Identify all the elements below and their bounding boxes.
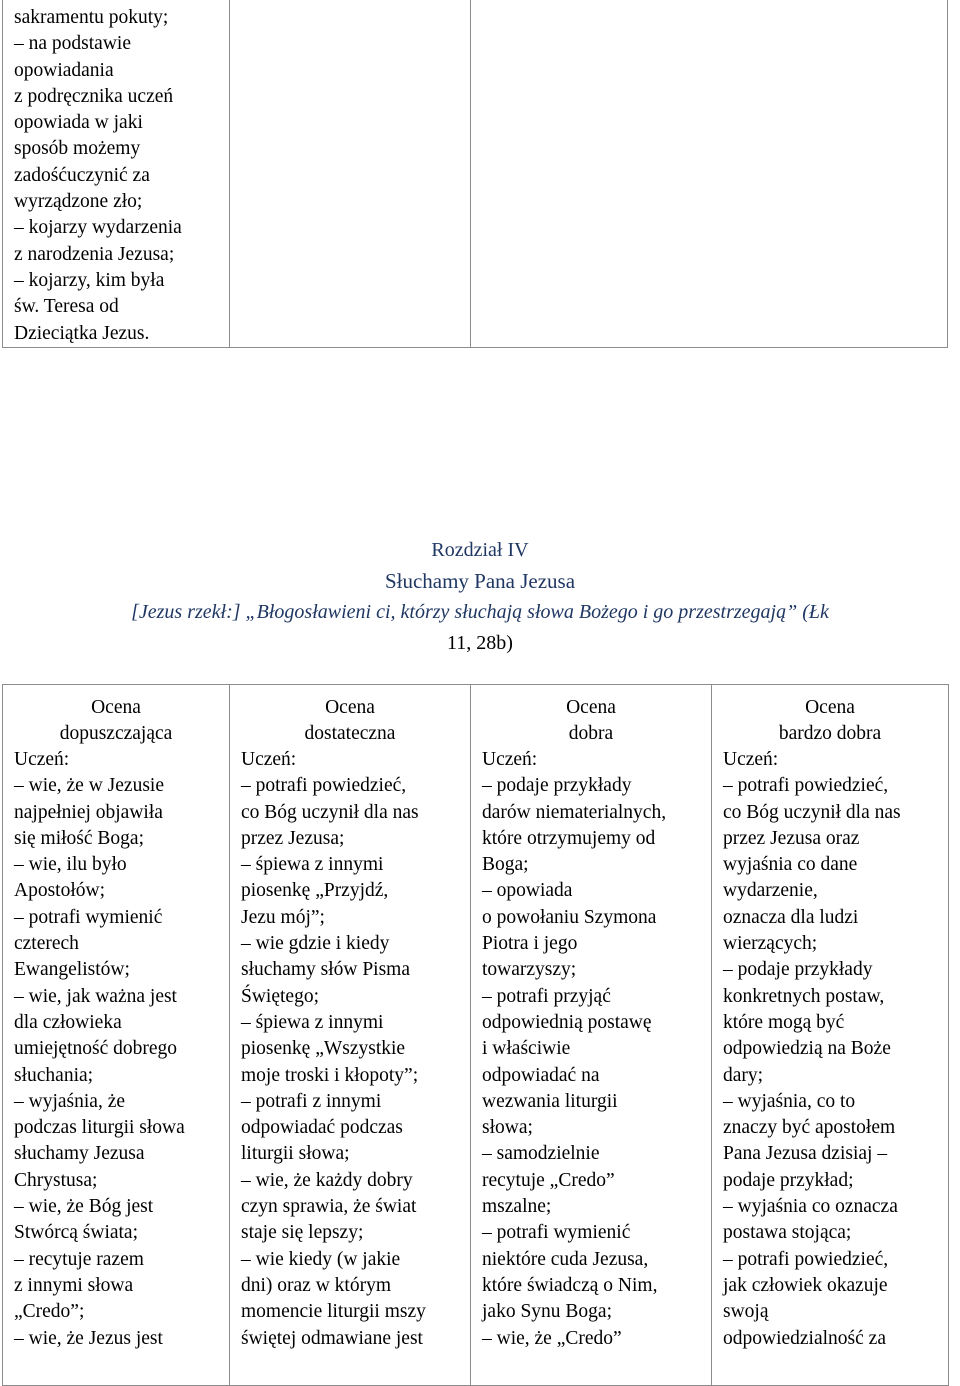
requirement-line: – potrafi z innymi (241, 1090, 382, 1112)
requirement-line: Uczeń: (14, 749, 70, 770)
grade-label: Ocena (566, 697, 616, 718)
chapter-quote-reference: 11, 28b) (447, 632, 513, 654)
requirement-line: wierzących; (723, 933, 818, 955)
grade-column-dopuszczajaca (3, 685, 230, 1386)
text-line: sposób możemy (14, 138, 141, 160)
text-line: – kojarzy wydarzenia (14, 217, 182, 239)
requirement-line: – samodzielnie (482, 1143, 600, 1165)
requirement-line: słowa; (482, 1117, 533, 1139)
text-line: z narodzenia Jezusa; (14, 243, 175, 265)
text-line: zadośćuczynić za (14, 164, 150, 186)
requirement-line: – wie, ilu było (14, 854, 127, 876)
grading-table (2, 684, 949, 1386)
requirement-line: podaje przykład; (723, 1169, 854, 1191)
text-line: Dzieciątka Jezus. (14, 322, 150, 344)
requirement-line: wydarzenie, (723, 880, 818, 902)
requirement-line: piosenkę „Przyjdź, (241, 880, 389, 902)
requirement-line: staje się lepszy; (241, 1222, 364, 1244)
requirement-line: odpowiedzią na Boże (723, 1038, 891, 1060)
requirement-line: niektóre cuda Jezusa, (482, 1248, 649, 1270)
requirement-line: – potrafi wymienić (482, 1222, 631, 1244)
text-line: św. Teresa od (14, 296, 119, 318)
requirement-line: umiejętność dobrego (14, 1038, 177, 1060)
chapter-title: Słuchamy Pana Jezusa (384, 569, 576, 593)
requirement-line: przez Jezusa oraz (723, 827, 860, 849)
top-continuation-table (2, 0, 948, 348)
requirement-line: jako Synu Boga; (482, 1301, 612, 1323)
requirement-line: darów niematerialnych, (482, 801, 667, 823)
requirement-line: – wyjaśnia, że (14, 1090, 126, 1112)
requirement-line: piosenkę „Wszystkie (241, 1038, 406, 1060)
text-line: sakramentu pokuty; (14, 7, 169, 28)
requirement-line: oznacza dla ludzi (723, 906, 859, 928)
requirement-line: – potrafi powiedzieć, (723, 775, 889, 797)
requirement-line: – wie, że każdy dobry (241, 1169, 413, 1191)
requirement-line: odpowiadać podczas (241, 1117, 403, 1139)
requirement-line: dla człowieka (14, 1011, 122, 1033)
text-line: – kojarzy, kim była (14, 269, 165, 291)
requirement-line: najpełniej objawiła (14, 801, 163, 823)
requirement-line: Chrystusa; (14, 1169, 98, 1191)
requirement-line: – opowiada (482, 880, 573, 902)
requirement-line: – śpiewa z innymi (241, 854, 384, 876)
requirement-line: i właściwie (482, 1038, 571, 1060)
requirement-line: odpowiadać na (482, 1064, 600, 1086)
grade-label: Ocena (91, 697, 141, 718)
requirement-line: Piotra i jego (482, 933, 578, 955)
requirement-line: świętej odmawiane jest (241, 1327, 423, 1349)
requirement-line: przez Jezusa; (241, 827, 345, 849)
grade-level: dopuszczająca (59, 723, 173, 744)
requirement-line: się miłość Boga; (14, 827, 144, 849)
requirement-line: czterech (14, 933, 79, 955)
requirement-line: – wie, jak ważna jest (14, 985, 177, 1007)
requirement-line: czyn sprawia, że świat (241, 1196, 417, 1218)
requirement-line: Świętego; (241, 985, 319, 1007)
requirement-line: które otrzymujemy od (482, 827, 656, 849)
requirement-line: swoją (723, 1301, 769, 1323)
requirement-line: – wie gdzie i kiedy (241, 933, 390, 955)
requirement-line: podczas liturgii słowa (14, 1117, 185, 1139)
grade-requirements (241, 747, 470, 1352)
requirement-line: słuchamy Jezusa (14, 1143, 145, 1165)
requirement-line: – wie, że „Credo” (482, 1327, 622, 1349)
requirement-line: Uczeń: (482, 749, 538, 770)
top-left-cell (3, 0, 230, 348)
requirement-line: – wie, że Bóg jest (14, 1196, 154, 1218)
requirement-line: mszalne; (482, 1196, 552, 1218)
text-line: – na podstawie (14, 33, 131, 55)
grade-column-dobra (471, 685, 712, 1386)
requirement-line: liturgii słowa; (241, 1143, 350, 1165)
requirement-line: odpowiednią postawę (482, 1011, 652, 1033)
text-line: opowiada w jaki (14, 112, 143, 134)
requirement-line: słuchamy słów Pisma (241, 959, 410, 981)
requirement-line: „Credo”; (14, 1301, 85, 1323)
requirement-line: – śpiewa z innymi (241, 1011, 384, 1033)
requirement-line: znaczy być apostołem (723, 1117, 896, 1139)
requirement-line: – wie, że w Jezusie (14, 775, 164, 797)
text-line: wyrządzone zło; (14, 191, 143, 213)
requirement-line: z innymi słowa (14, 1274, 134, 1296)
requirement-line: Ewangelistów; (14, 959, 130, 981)
requirement-line: Jezu mój”; (241, 906, 325, 928)
chapter-quote (0, 597, 960, 628)
requirement-line: jak człowiek okazuje (723, 1274, 888, 1296)
grade-header (712, 685, 948, 747)
requirement-line: momencie liturgii mszy (241, 1301, 426, 1323)
requirement-line: postawa stojąca; (723, 1222, 852, 1244)
requirement-line: – wyjaśnia, co to (723, 1090, 856, 1112)
chapter-quote-line1: [Jezus rzekł:] „Błogosławieni ci, którzy słuchają słowa Bożego i go przestrzegają” (Łk (131, 601, 829, 623)
requirement-line: Apostołów; (14, 880, 106, 902)
grade-label: Ocena (325, 697, 375, 718)
top-left-cell-text (3, 0, 229, 347)
grade-requirements (723, 747, 948, 1352)
requirement-line: Stwórcą świata; (14, 1222, 139, 1244)
requirement-line: które mogą być (723, 1011, 845, 1033)
grade-header (230, 685, 470, 747)
requirement-line: – podaje przykłady (482, 775, 632, 797)
grade-column-dostateczna (230, 685, 471, 1386)
grade-header (471, 685, 711, 747)
chapter-number: Rozdział IV (431, 539, 529, 561)
requirement-line: wyjaśnia co dane (723, 854, 858, 876)
requirement-line: – potrafi przyjąć (482, 985, 611, 1007)
requirement-line: Boga; (482, 854, 529, 876)
requirement-line: co Bóg uczynił dla nas (241, 801, 419, 823)
grade-column-bardzo-dobra (712, 685, 949, 1386)
requirement-line: – podaje przykłady (723, 959, 873, 981)
grade-requirements (14, 747, 229, 1352)
requirement-line: dary; (723, 1064, 764, 1086)
requirement-line: dni) oraz w którym (241, 1274, 392, 1296)
grade-level: dostateczna (304, 723, 396, 744)
requirement-line: – potrafi powiedzieć, (723, 1248, 889, 1270)
requirement-line: wezwania liturgii (482, 1090, 618, 1112)
grade-header (3, 685, 229, 747)
requirement-line: – wie kiedy (w jakie (241, 1248, 401, 1270)
top-right-cell (471, 0, 948, 348)
requirement-line: Uczeń: (723, 749, 779, 770)
requirement-line: Pana Jezusa dzisiaj – (723, 1143, 888, 1165)
grade-label: Ocena (805, 697, 855, 718)
requirement-line: – potrafi powiedzieć, (241, 775, 407, 797)
chapter-heading (0, 535, 960, 659)
requirement-line: konkretnych postaw, (723, 985, 885, 1007)
requirement-line: które świadczą o Nim, (482, 1274, 658, 1296)
requirement-line: – potrafi wymienić (14, 906, 163, 928)
requirement-line: słuchania; (14, 1064, 94, 1086)
requirement-line: – wie, że Jezus jest (14, 1327, 163, 1349)
grade-level: bardzo dobra (778, 723, 882, 744)
requirement-line: o powołaniu Szymona (482, 906, 657, 928)
requirement-line: recytuje „Credo” (482, 1169, 615, 1191)
top-middle-cell (230, 0, 471, 348)
grade-requirements (482, 747, 711, 1352)
requirement-line: towarzyszy; (482, 959, 577, 981)
requirement-line: odpowiedzialność za (723, 1327, 886, 1349)
requirement-line: moje troski i kłopoty”; (241, 1064, 419, 1086)
requirement-line: – recytuje razem (14, 1248, 144, 1270)
grade-level: dobra (568, 723, 614, 744)
requirement-line: Uczeń: (241, 749, 297, 770)
requirement-line: – wyjaśnia co oznacza (723, 1196, 898, 1218)
text-line: opowiadania (14, 59, 114, 81)
requirement-line: co Bóg uczynił dla nas (723, 801, 901, 823)
text-line: z podręcznika uczeń (14, 85, 174, 107)
